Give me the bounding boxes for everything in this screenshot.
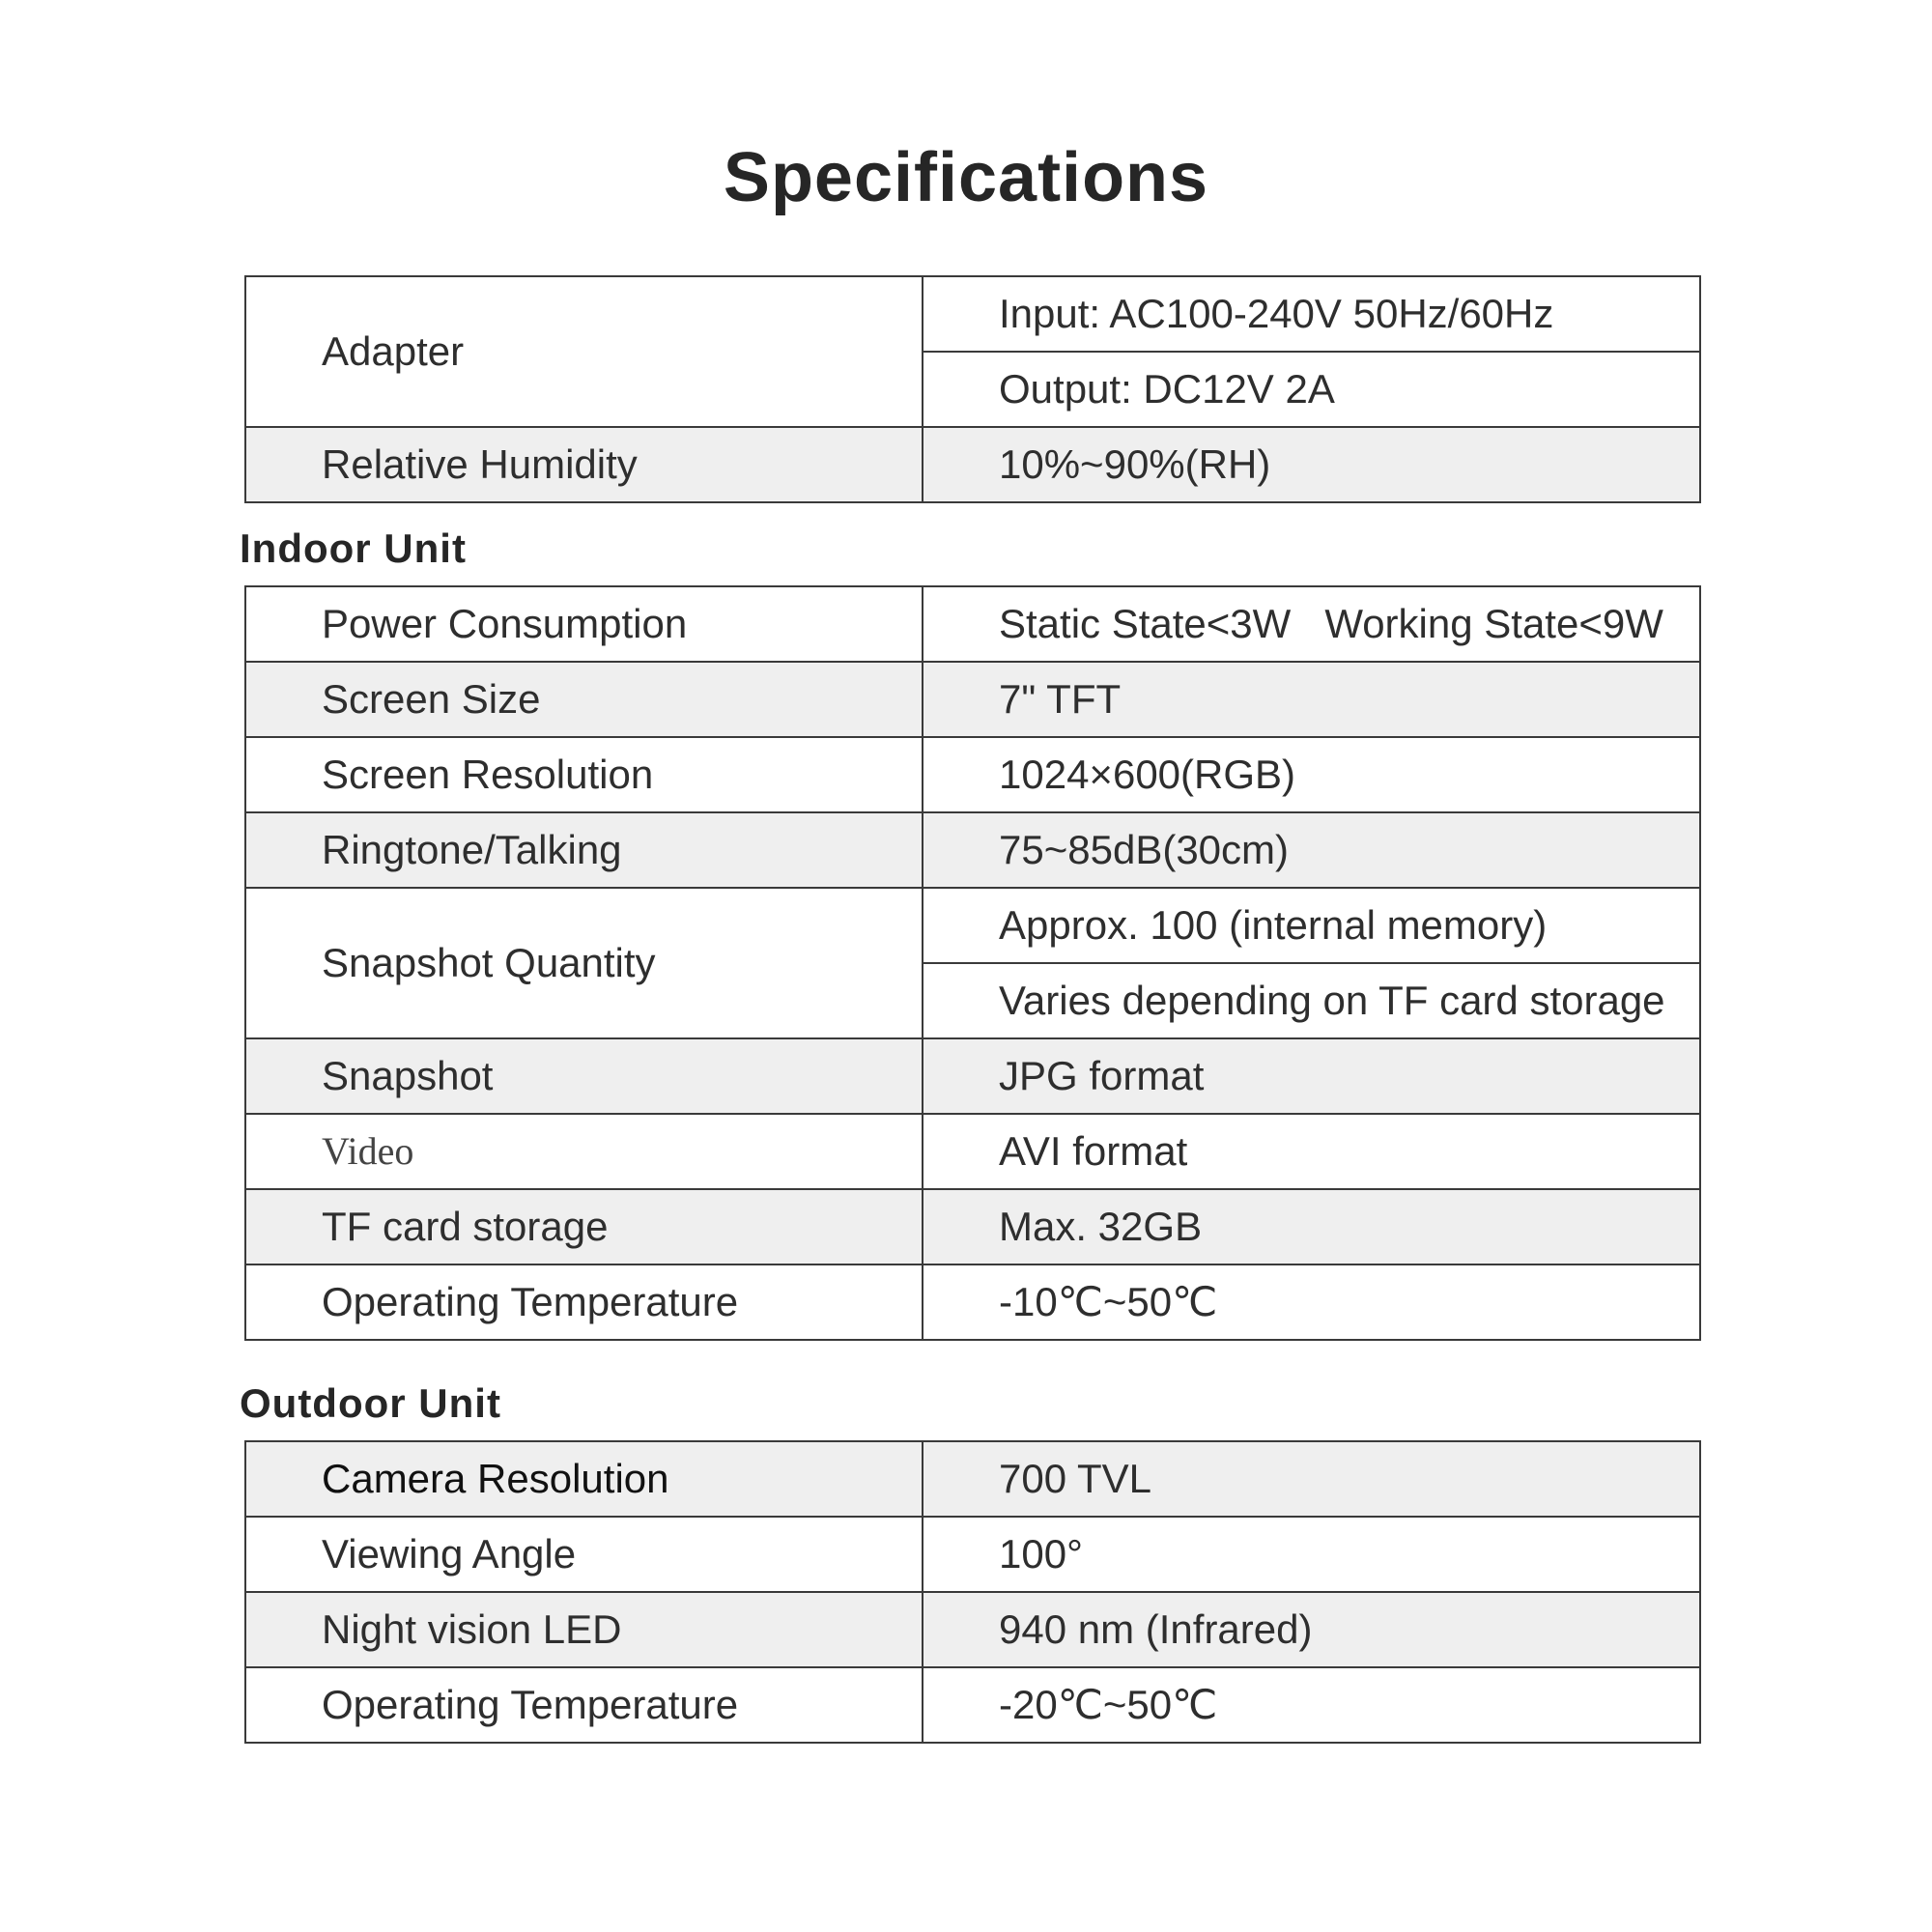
table-row xyxy=(245,737,1700,812)
tf-card-label: TF card storage xyxy=(245,1189,923,1264)
table-row xyxy=(245,427,1700,502)
viewing-angle-value: 100° xyxy=(923,1517,1700,1592)
adapter-input-value: Input: AC100-240V 50Hz/60Hz xyxy=(923,276,1700,352)
screen-size-label: Screen Size xyxy=(245,662,923,737)
table-row xyxy=(245,1592,1700,1667)
snapshot-label: Snapshot xyxy=(245,1038,923,1114)
indoor-unit-heading: Indoor Unit xyxy=(240,526,467,571)
night-vision-label: Night vision LED xyxy=(245,1592,923,1667)
snapshot-quantity-tf: Varies depending on TF card storage xyxy=(923,963,1700,1038)
indoor-spec-table xyxy=(244,585,1701,1341)
humidity-value: 10%~90%(RH) xyxy=(923,427,1700,502)
camera-resolution-label: Camera Resolution xyxy=(245,1441,923,1517)
video-label: Video xyxy=(245,1114,923,1189)
table-row xyxy=(245,276,1700,352)
ringtone-value: 75~85dB(30cm) xyxy=(923,812,1700,888)
snapshot-quantity-label: Snapshot Quantity xyxy=(245,888,923,1038)
table-row xyxy=(245,662,1700,737)
ringtone-label: Ringtone/Talking xyxy=(245,812,923,888)
viewing-angle-label: Viewing Angle xyxy=(245,1517,923,1592)
table-row xyxy=(245,586,1700,662)
video-value: AVI format xyxy=(923,1114,1700,1189)
camera-resolution-value: 700 TVL xyxy=(923,1441,1700,1517)
table-row xyxy=(245,812,1700,888)
screen-size-value: 7" TFT xyxy=(923,662,1700,737)
snapshot-value: JPG format xyxy=(923,1038,1700,1114)
outdoor-spec-table xyxy=(244,1440,1701,1744)
adapter-output-value: Output: DC12V 2A xyxy=(923,352,1700,427)
table-row xyxy=(245,1517,1700,1592)
outdoor-temperature-label: Operating Temperature xyxy=(245,1667,923,1743)
night-vision-value: 940 nm (Infrared) xyxy=(923,1592,1700,1667)
table-row xyxy=(245,1667,1700,1743)
table-row xyxy=(245,1264,1700,1340)
table-row xyxy=(245,888,1700,963)
table-row xyxy=(245,1441,1700,1517)
indoor-temperature-value: -10℃~50℃ xyxy=(923,1264,1700,1340)
tf-card-value: Max. 32GB xyxy=(923,1189,1700,1264)
outdoor-unit-heading: Outdoor Unit xyxy=(240,1380,501,1426)
general-spec-table xyxy=(244,275,1701,503)
table-row xyxy=(245,1189,1700,1264)
screen-resolution-label: Screen Resolution xyxy=(245,737,923,812)
table-row xyxy=(245,1038,1700,1114)
humidity-label: Relative Humidity xyxy=(245,427,923,502)
adapter-label: Adapter xyxy=(245,276,923,427)
power-value: Static State<3W Working State<9W xyxy=(923,586,1700,662)
screen-resolution-value: 1024×600(RGB) xyxy=(923,737,1700,812)
power-label: Power Consumption xyxy=(245,586,923,662)
indoor-temperature-label: Operating Temperature xyxy=(245,1264,923,1340)
table-row xyxy=(245,1114,1700,1189)
page-title: Specifications xyxy=(723,139,1209,216)
outdoor-temperature-value: -20℃~50℃ xyxy=(923,1667,1700,1743)
snapshot-quantity-internal: Approx. 100 (internal memory) xyxy=(923,888,1700,963)
